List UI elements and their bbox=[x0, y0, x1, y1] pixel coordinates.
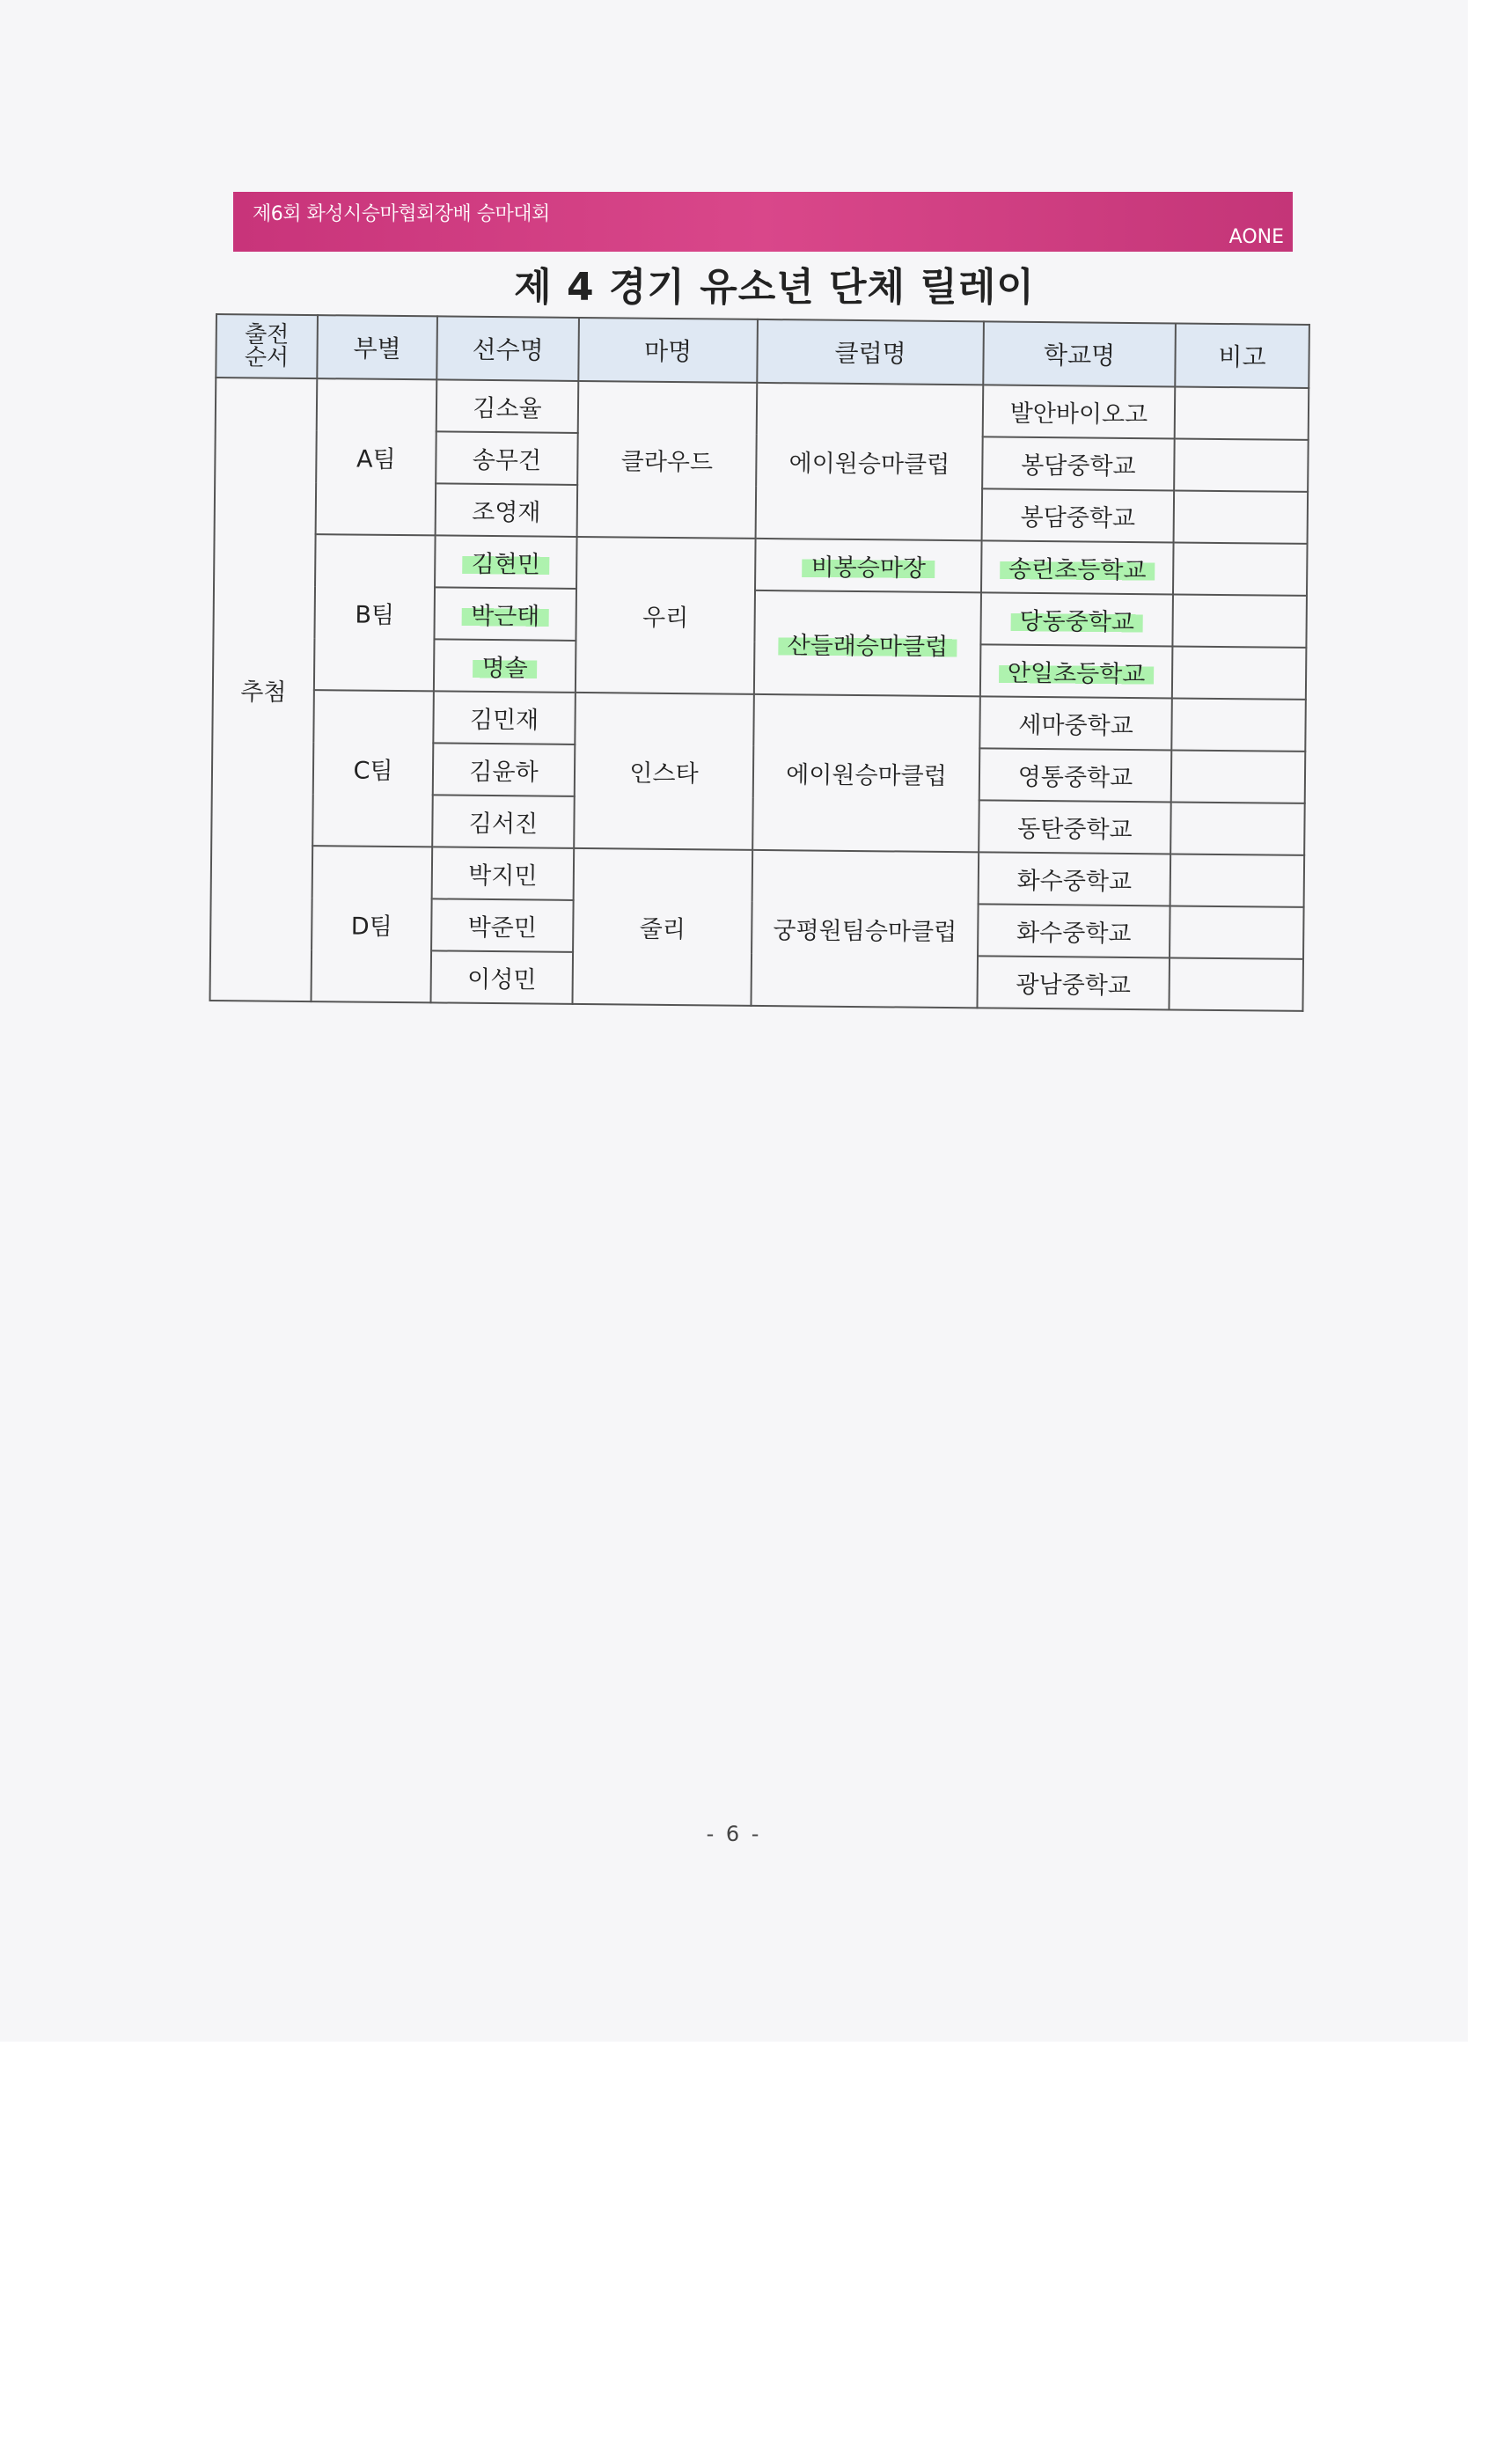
note-cell bbox=[1170, 906, 1304, 958]
club-cell bbox=[754, 590, 981, 696]
horse-cell: 클라우드 bbox=[577, 381, 758, 539]
header-note: 비고 bbox=[1175, 323, 1309, 387]
club-cell: 에이원승마클럽 bbox=[752, 694, 980, 852]
division-cell: B팀 bbox=[314, 534, 436, 691]
highlighted-school: 안일초등학교 bbox=[999, 660, 1155, 689]
school-cell: 동탄중학교 bbox=[979, 800, 1171, 854]
division-cell: C팀 bbox=[312, 690, 434, 847]
organizer-name: AONE bbox=[1228, 226, 1284, 248]
highlighted-club: 비봉승마장 bbox=[802, 554, 935, 582]
horse-cell: 우리 bbox=[576, 537, 756, 694]
note-cell bbox=[1172, 646, 1307, 699]
table-row bbox=[214, 533, 1308, 596]
player-cell: 김민재 bbox=[433, 691, 576, 744]
player-cell bbox=[434, 587, 576, 641]
header-player: 선수명 bbox=[436, 316, 579, 381]
header-banner bbox=[233, 192, 1293, 252]
page-title: 제 4 경기 유소년 단체 릴레이 bbox=[514, 265, 1035, 310]
club-cell: 에이원승마클럽 bbox=[756, 383, 984, 540]
relay-table-wrap bbox=[209, 313, 1308, 1012]
player-cell bbox=[434, 639, 576, 693]
note-cell bbox=[1171, 698, 1306, 751]
school-cell: 발안바이오고 bbox=[983, 385, 1176, 438]
event-name: 제6회 화성시승마협회장배 승마대회 bbox=[253, 203, 550, 225]
relay-table bbox=[209, 313, 1309, 1012]
note-cell bbox=[1172, 594, 1307, 647]
player-cell: 이성민 bbox=[430, 950, 573, 1004]
school-cell bbox=[980, 592, 1173, 646]
player-cell: 김서진 bbox=[432, 795, 575, 848]
header-school: 학교명 bbox=[983, 321, 1176, 386]
division-cell: A팀 bbox=[316, 378, 437, 535]
header-horse: 마명 bbox=[578, 318, 758, 383]
note-cell bbox=[1173, 542, 1308, 595]
table-row bbox=[216, 378, 1309, 440]
horse-cell: 인스타 bbox=[574, 693, 754, 850]
note-cell bbox=[1174, 490, 1309, 543]
note-cell bbox=[1171, 750, 1306, 803]
note-cell bbox=[1170, 854, 1305, 906]
header-division: 부별 bbox=[317, 315, 437, 379]
school-cell: 화수중학교 bbox=[979, 852, 1171, 906]
school-cell: 봉담중학교 bbox=[982, 436, 1175, 490]
player-cell: 김윤하 bbox=[433, 743, 576, 796]
order-cell: 추첨 bbox=[210, 378, 318, 1001]
highlighted-player: 김현민 bbox=[463, 551, 550, 579]
division-cell: D팀 bbox=[311, 846, 432, 1002]
player-cell: 박준민 bbox=[431, 898, 574, 952]
school-cell: 세마중학교 bbox=[979, 696, 1172, 750]
school-cell bbox=[980, 644, 1173, 698]
highlighted-player: 박근태 bbox=[462, 603, 549, 631]
school-cell: 광남중학교 bbox=[977, 956, 1170, 1009]
school-cell: 봉담중학교 bbox=[982, 488, 1175, 542]
player-cell: 송무건 bbox=[436, 431, 578, 485]
school-cell: 영통중학교 bbox=[979, 748, 1172, 802]
page-number: - 6 - bbox=[706, 1822, 762, 1846]
club-cell bbox=[755, 539, 982, 592]
note-cell bbox=[1175, 386, 1309, 439]
note-cell bbox=[1170, 802, 1305, 854]
school-cell: 화수중학교 bbox=[978, 904, 1170, 957]
header-club: 클럽명 bbox=[757, 319, 984, 385]
table-row bbox=[211, 845, 1305, 907]
header-order: 출전 순서 bbox=[216, 314, 318, 378]
note-cell bbox=[1169, 957, 1303, 1010]
highlighted-school: 당동중학교 bbox=[1010, 608, 1143, 636]
highlighted-player: 명솔 bbox=[473, 655, 536, 683]
player-cell: 조영재 bbox=[436, 483, 578, 537]
club-cell: 궁평원팀승마클럽 bbox=[751, 850, 979, 1008]
school-cell bbox=[981, 540, 1174, 594]
player-cell bbox=[435, 535, 577, 589]
note-cell bbox=[1174, 438, 1309, 491]
player-cell: 김소율 bbox=[436, 379, 579, 433]
table-row bbox=[212, 689, 1306, 752]
highlighted-club: 산들래승마클럽 bbox=[778, 632, 957, 661]
player-cell: 박지민 bbox=[432, 847, 575, 900]
highlighted-school: 송린초등학교 bbox=[1000, 556, 1155, 585]
horse-cell: 줄리 bbox=[572, 848, 752, 1006]
table-header-row bbox=[216, 314, 1309, 388]
